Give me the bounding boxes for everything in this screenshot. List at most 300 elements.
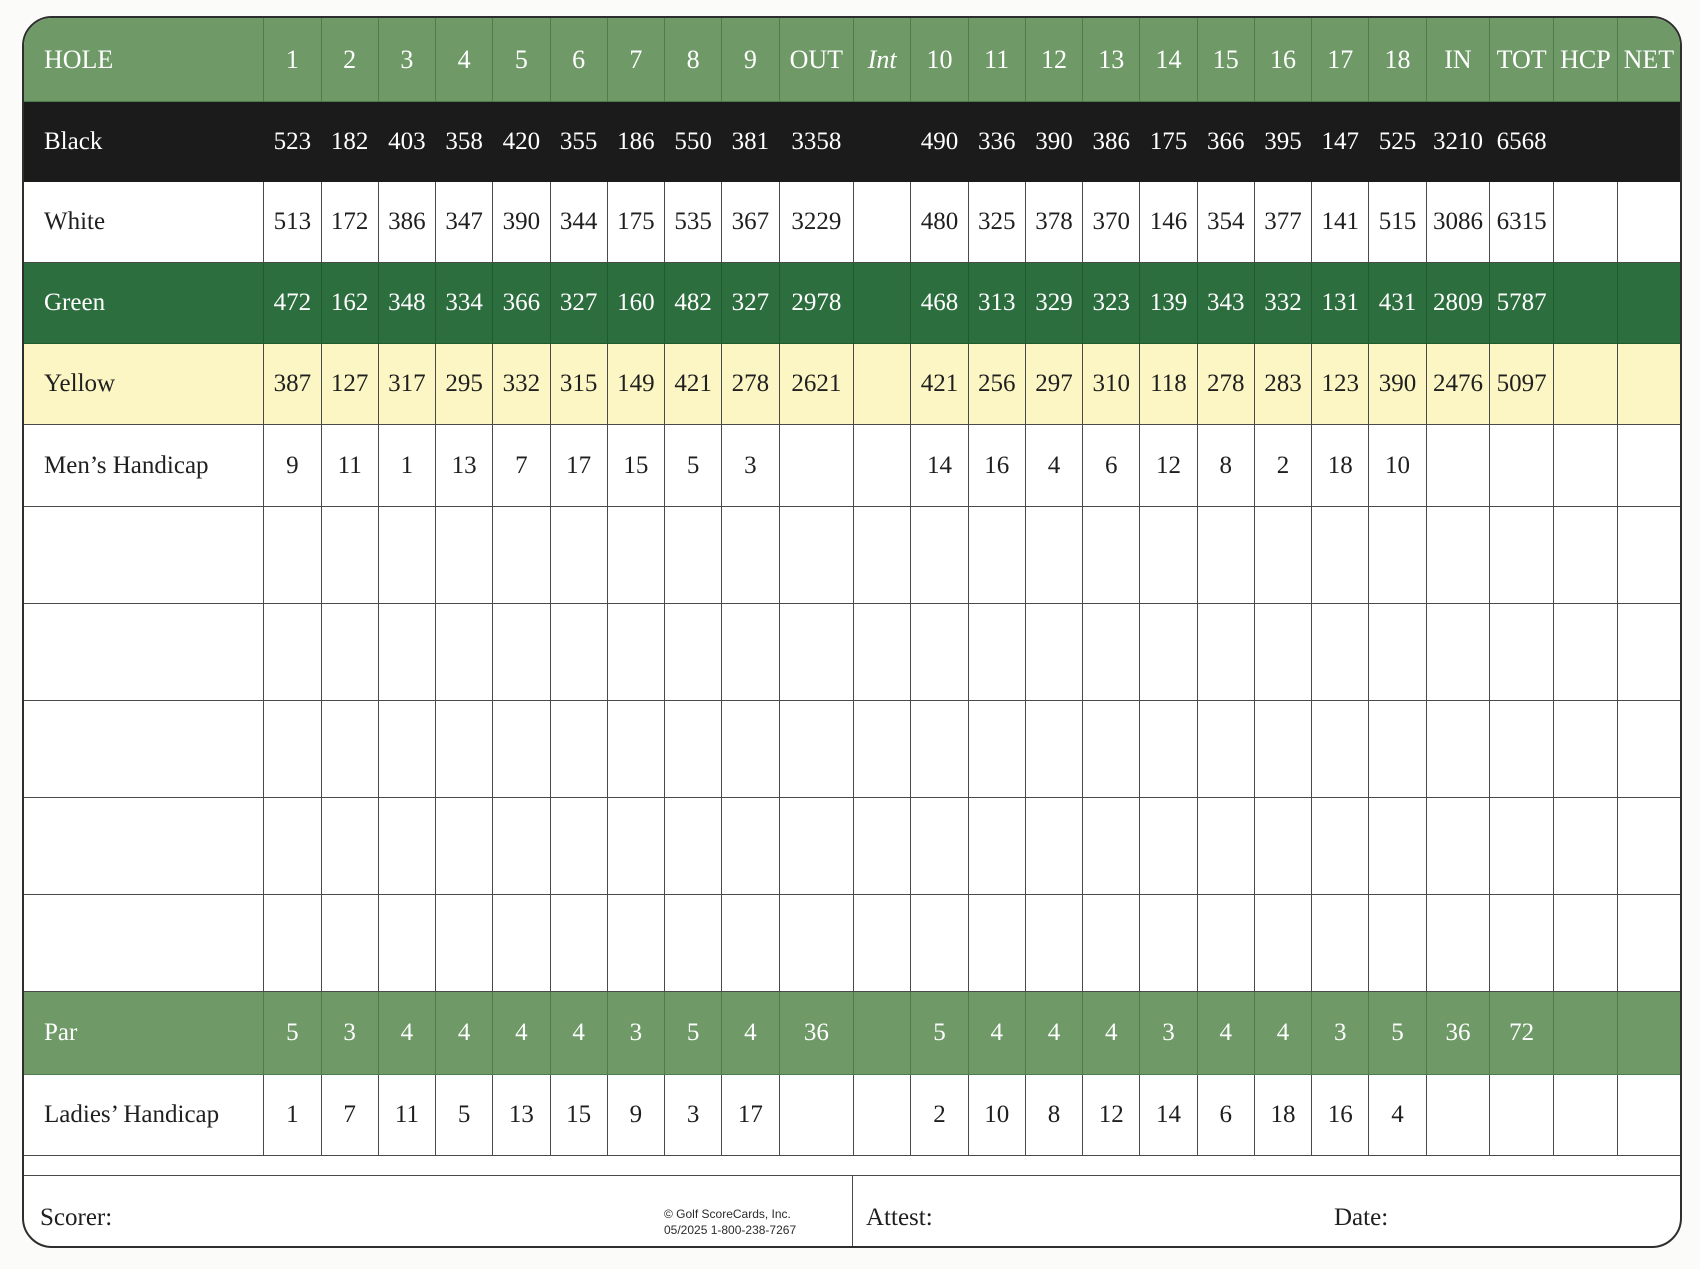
date-label: Date: <box>1334 1204 1389 1231</box>
score-entry-cell[interactable] <box>1083 798 1140 895</box>
score-entry-cell[interactable] <box>550 507 607 604</box>
ladies-handicap-row <box>24 1075 1680 1156</box>
row-label: Green <box>24 263 264 344</box>
row-label: Yellow <box>24 344 264 425</box>
score-entry-cell[interactable] <box>1025 507 1082 604</box>
score-cell <box>1490 1075 1554 1156</box>
score-entry-cell[interactable] <box>779 895 854 992</box>
score-entry-cell[interactable] <box>1490 507 1554 604</box>
score-entry-cell[interactable] <box>911 604 968 701</box>
player-name-cell[interactable] <box>24 604 264 701</box>
score-cell: 36 <box>1426 992 1490 1075</box>
score-entry-cell[interactable] <box>1140 798 1197 895</box>
score-cell <box>854 263 911 344</box>
score-cell: 315 <box>550 344 607 425</box>
score-cell: 3 <box>665 1075 722 1156</box>
score-entry-cell[interactable] <box>378 798 435 895</box>
score-entry-cell[interactable] <box>911 701 968 798</box>
score-cell: 278 <box>1197 344 1254 425</box>
score-entry-cell[interactable] <box>1140 701 1197 798</box>
score-entry-cell[interactable] <box>911 507 968 604</box>
row-label: Men’s Handicap <box>24 425 264 507</box>
score-entry-cell[interactable] <box>722 895 779 992</box>
score-entry-cell[interactable] <box>1490 701 1554 798</box>
player-name-cell[interactable] <box>24 798 264 895</box>
score-entry-cell[interactable] <box>1197 798 1254 895</box>
score-cell: 343 <box>1197 263 1254 344</box>
score-entry-cell[interactable] <box>550 701 607 798</box>
score-cell: 4 <box>722 992 779 1075</box>
score-entry-cell[interactable] <box>1490 895 1554 992</box>
score-entry-cell[interactable] <box>1083 604 1140 701</box>
score-cell <box>1554 344 1618 425</box>
score-entry-cell[interactable] <box>493 604 550 701</box>
score-entry-cell[interactable] <box>1197 507 1254 604</box>
footer-divider <box>852 1176 853 1248</box>
copyright-line: © Golf ScoreCards, Inc. <box>664 1207 791 1221</box>
score-cell: 336 <box>968 102 1025 182</box>
score-cell: 390 <box>493 182 550 263</box>
score-cell: 297 <box>1025 344 1082 425</box>
score-entry-cell[interactable] <box>1254 701 1311 798</box>
score-entry-cell[interactable] <box>1490 798 1554 895</box>
score-cell: 118 <box>1140 344 1197 425</box>
score-cell: 3210 <box>1426 102 1490 182</box>
score-cell: 325 <box>968 182 1025 263</box>
score-cell: 5097 <box>1490 344 1554 425</box>
score-cell: 421 <box>665 344 722 425</box>
score-cell <box>1617 344 1680 425</box>
score-entry-cell[interactable] <box>436 507 493 604</box>
tee-row-green <box>24 263 1680 344</box>
score-entry-cell[interactable] <box>1312 604 1369 701</box>
score-entry-cell[interactable] <box>607 604 664 701</box>
score-entry-cell[interactable] <box>1254 798 1311 895</box>
score-cell <box>854 344 911 425</box>
score-entry-cell[interactable] <box>854 798 911 895</box>
score-entry-cell[interactable] <box>1369 604 1426 701</box>
score-entry-cell[interactable] <box>665 604 722 701</box>
score-cell: 525 <box>1369 102 1426 182</box>
score-cell: 9 <box>607 1075 664 1156</box>
score-entry-cell[interactable] <box>779 701 854 798</box>
score-cell: 317 <box>378 344 435 425</box>
score-entry-cell[interactable] <box>1254 507 1311 604</box>
score-entry-cell[interactable] <box>550 604 607 701</box>
score-cell: 4 <box>378 992 435 1075</box>
score-cell: 13 <box>493 1075 550 1156</box>
score-cell: 139 <box>1140 263 1197 344</box>
score-cell <box>1426 1075 1490 1156</box>
copyright-notice <box>664 1206 854 1238</box>
column-header: 1 <box>264 18 321 102</box>
score-entry-cell[interactable] <box>665 701 722 798</box>
score-entry-cell[interactable] <box>968 895 1025 992</box>
hole-header-row <box>24 18 1680 102</box>
score-entry-cell[interactable] <box>1426 798 1490 895</box>
score-cell <box>1554 263 1618 344</box>
column-header: NET <box>1617 18 1680 102</box>
score-entry-cell[interactable] <box>1426 701 1490 798</box>
player-score-row <box>24 604 1680 701</box>
score-cell: 6568 <box>1490 102 1554 182</box>
score-entry-cell[interactable] <box>968 701 1025 798</box>
score-cell: 332 <box>493 344 550 425</box>
score-cell <box>854 1075 911 1156</box>
score-cell: 370 <box>1083 182 1140 263</box>
score-entry-cell[interactable] <box>665 895 722 992</box>
score-entry-cell[interactable] <box>321 895 378 992</box>
player-name-cell[interactable] <box>24 895 264 992</box>
score-entry-cell[interactable] <box>1140 507 1197 604</box>
score-cell: 14 <box>911 425 968 507</box>
scorecard <box>22 16 1682 1248</box>
score-entry-cell[interactable] <box>1369 798 1426 895</box>
column-header: 2 <box>321 18 378 102</box>
score-cell <box>1554 992 1618 1075</box>
score-entry-cell[interactable] <box>378 895 435 992</box>
score-cell: 1 <box>378 425 435 507</box>
scorecard-table <box>24 18 1680 1156</box>
score-cell: 131 <box>1312 263 1369 344</box>
score-cell: 355 <box>550 102 607 182</box>
column-header: 18 <box>1369 18 1426 102</box>
score-cell <box>1554 102 1618 182</box>
score-entry-cell[interactable] <box>968 507 1025 604</box>
score-cell: 36 <box>779 992 854 1075</box>
score-entry-cell[interactable] <box>493 798 550 895</box>
score-entry-cell[interactable] <box>1617 895 1680 992</box>
score-cell: 149 <box>607 344 664 425</box>
score-entry-cell[interactable] <box>321 604 378 701</box>
score-entry-cell[interactable] <box>378 701 435 798</box>
score-cell <box>854 992 911 1075</box>
score-entry-cell[interactable] <box>1025 895 1082 992</box>
copyright-line: 05/2025 1-800-238-7267 <box>664 1223 797 1237</box>
score-entry-cell[interactable] <box>1554 798 1618 895</box>
score-cell: 3 <box>1312 992 1369 1075</box>
score-entry-cell[interactable] <box>1197 895 1254 992</box>
score-entry-cell[interactable] <box>722 604 779 701</box>
score-cell: 334 <box>436 263 493 344</box>
score-cell: 358 <box>436 102 493 182</box>
score-cell: 283 <box>1254 344 1311 425</box>
score-entry-cell[interactable] <box>378 604 435 701</box>
score-entry-cell[interactable] <box>1025 701 1082 798</box>
score-entry-cell[interactable] <box>1140 895 1197 992</box>
score-entry-cell[interactable] <box>321 798 378 895</box>
score-cell: 4 <box>436 992 493 1075</box>
score-cell: 4 <box>1083 992 1140 1075</box>
score-cell: 377 <box>1254 182 1311 263</box>
score-entry-cell[interactable] <box>550 798 607 895</box>
score-cell: 3086 <box>1426 182 1490 263</box>
score-entry-cell[interactable] <box>550 895 607 992</box>
column-header: IN <box>1426 18 1490 102</box>
score-entry-cell[interactable] <box>1554 895 1618 992</box>
tee-row-black <box>24 102 1680 182</box>
score-entry-cell[interactable] <box>321 701 378 798</box>
score-entry-cell[interactable] <box>1617 507 1680 604</box>
score-cell: 2621 <box>779 344 854 425</box>
score-cell: 323 <box>1083 263 1140 344</box>
score-cell: 2809 <box>1426 263 1490 344</box>
score-cell: 7 <box>493 425 550 507</box>
score-entry-cell[interactable] <box>1197 604 1254 701</box>
hole-header-label: HOLE <box>24 18 264 102</box>
score-cell: 403 <box>378 102 435 182</box>
score-cell: 162 <box>321 263 378 344</box>
tee-row-white <box>24 182 1680 263</box>
score-entry-cell[interactable] <box>854 895 911 992</box>
score-cell: 11 <box>321 425 378 507</box>
score-entry-cell[interactable] <box>264 604 321 701</box>
score-cell <box>854 182 911 263</box>
score-cell: 535 <box>665 182 722 263</box>
score-cell: 6315 <box>1490 182 1554 263</box>
column-header: 8 <box>665 18 722 102</box>
score-entry-cell[interactable] <box>493 895 550 992</box>
signature-footer <box>24 1175 1680 1248</box>
score-cell: 3 <box>321 992 378 1075</box>
score-entry-cell[interactable] <box>1490 604 1554 701</box>
score-cell: 14 <box>1140 1075 1197 1156</box>
score-cell: 17 <box>550 425 607 507</box>
score-cell: 4 <box>1197 992 1254 1075</box>
scorer-label: Scorer: <box>40 1204 113 1231</box>
score-entry-cell[interactable] <box>854 604 911 701</box>
column-header: 10 <box>911 18 968 102</box>
score-cell: 387 <box>264 344 321 425</box>
score-cell: 523 <box>264 102 321 182</box>
score-cell: 12 <box>1140 425 1197 507</box>
score-cell: 15 <box>550 1075 607 1156</box>
score-entry-cell[interactable] <box>1554 604 1618 701</box>
score-cell: 5 <box>911 992 968 1075</box>
column-header: 13 <box>1083 18 1140 102</box>
player-name-cell[interactable] <box>24 701 264 798</box>
score-entry-cell[interactable] <box>436 798 493 895</box>
score-entry-cell[interactable] <box>264 798 321 895</box>
score-entry-cell[interactable] <box>779 798 854 895</box>
player-score-row <box>24 798 1680 895</box>
score-cell: 3 <box>1140 992 1197 1075</box>
score-cell: 431 <box>1369 263 1426 344</box>
score-cell: 327 <box>722 263 779 344</box>
score-entry-cell[interactable] <box>1254 604 1311 701</box>
score-entry-cell[interactable] <box>436 701 493 798</box>
score-cell: 366 <box>1197 102 1254 182</box>
score-entry-cell[interactable] <box>436 895 493 992</box>
score-entry-cell[interactable] <box>493 701 550 798</box>
score-cell: 8 <box>1025 1075 1082 1156</box>
score-cell: 17 <box>722 1075 779 1156</box>
player-score-row <box>24 507 1680 604</box>
score-entry-cell[interactable] <box>722 507 779 604</box>
score-entry-cell[interactable] <box>321 507 378 604</box>
score-cell: 15 <box>607 425 664 507</box>
score-cell: 10 <box>1369 425 1426 507</box>
score-entry-cell[interactable] <box>854 701 911 798</box>
score-entry-cell[interactable] <box>1369 895 1426 992</box>
score-entry-cell[interactable] <box>1312 507 1369 604</box>
score-cell: 5787 <box>1490 263 1554 344</box>
score-cell: 386 <box>1083 102 1140 182</box>
column-header: 4 <box>436 18 493 102</box>
score-cell: 4 <box>1025 425 1082 507</box>
score-cell: 390 <box>1025 102 1082 182</box>
score-cell: 310 <box>1083 344 1140 425</box>
score-entry-cell[interactable] <box>493 507 550 604</box>
score-cell: 367 <box>722 182 779 263</box>
score-entry-cell[interactable] <box>607 507 664 604</box>
score-entry-cell[interactable] <box>779 604 854 701</box>
score-entry-cell[interactable] <box>1083 507 1140 604</box>
score-entry-cell[interactable] <box>1617 798 1680 895</box>
score-entry-cell[interactable] <box>1617 701 1680 798</box>
score-cell: 182 <box>321 102 378 182</box>
column-header: 14 <box>1140 18 1197 102</box>
score-cell: 472 <box>264 263 321 344</box>
score-cell: 295 <box>436 344 493 425</box>
score-entry-cell[interactable] <box>911 895 968 992</box>
score-entry-cell[interactable] <box>1312 895 1369 992</box>
score-entry-cell[interactable] <box>1426 507 1490 604</box>
score-entry-cell[interactable] <box>665 798 722 895</box>
score-entry-cell[interactable] <box>1369 507 1426 604</box>
score-entry-cell[interactable] <box>607 895 664 992</box>
player-score-row <box>24 701 1680 798</box>
score-cell: 123 <box>1312 344 1369 425</box>
score-entry-cell[interactable] <box>722 701 779 798</box>
player-name-cell[interactable] <box>24 507 264 604</box>
score-entry-cell[interactable] <box>1426 895 1490 992</box>
score-cell: 4 <box>1254 992 1311 1075</box>
score-cell: 3 <box>607 992 664 1075</box>
score-cell: 3358 <box>779 102 854 182</box>
score-cell: 11 <box>378 1075 435 1156</box>
score-entry-cell[interactable] <box>436 604 493 701</box>
score-entry-cell[interactable] <box>1369 701 1426 798</box>
score-entry-cell[interactable] <box>665 507 722 604</box>
score-entry-cell[interactable] <box>264 507 321 604</box>
score-cell <box>1554 1075 1618 1156</box>
score-entry-cell[interactable] <box>1083 701 1140 798</box>
score-entry-cell[interactable] <box>264 895 321 992</box>
score-entry-cell[interactable] <box>968 604 1025 701</box>
player-score-row <box>24 895 1680 992</box>
score-entry-cell[interactable] <box>607 798 664 895</box>
score-cell: 146 <box>1140 182 1197 263</box>
score-cell: 420 <box>493 102 550 182</box>
score-entry-cell[interactable] <box>1025 604 1082 701</box>
score-cell: 480 <box>911 182 968 263</box>
score-cell <box>1617 1075 1680 1156</box>
score-entry-cell[interactable] <box>378 507 435 604</box>
column-header: TOT <box>1490 18 1554 102</box>
score-cell <box>779 425 854 507</box>
score-cell: 4 <box>550 992 607 1075</box>
score-entry-cell[interactable] <box>722 798 779 895</box>
score-entry-cell[interactable] <box>1554 507 1618 604</box>
score-entry-cell[interactable] <box>1312 798 1369 895</box>
score-entry-cell[interactable] <box>779 507 854 604</box>
score-cell: 2 <box>1254 425 1311 507</box>
score-cell: 172 <box>321 182 378 263</box>
score-cell: 12 <box>1083 1075 1140 1156</box>
score-entry-cell[interactable] <box>968 798 1025 895</box>
score-cell: 175 <box>1140 102 1197 182</box>
score-cell: 482 <box>665 263 722 344</box>
score-cell: 3 <box>722 425 779 507</box>
score-cell: 2476 <box>1426 344 1490 425</box>
score-entry-cell[interactable] <box>264 701 321 798</box>
column-header: 7 <box>607 18 664 102</box>
score-cell: 8 <box>1197 425 1254 507</box>
score-cell <box>1617 263 1680 344</box>
column-header: 3 <box>378 18 435 102</box>
score-cell <box>854 102 911 182</box>
score-entry-cell[interactable] <box>1312 701 1369 798</box>
score-cell: 5 <box>264 992 321 1075</box>
score-cell: 4 <box>968 992 1025 1075</box>
score-cell: 390 <box>1369 344 1426 425</box>
score-cell: 256 <box>968 344 1025 425</box>
score-cell <box>1617 102 1680 182</box>
score-cell <box>1617 992 1680 1075</box>
score-cell: 1 <box>264 1075 321 1156</box>
score-entry-cell[interactable] <box>1426 604 1490 701</box>
score-cell: 5 <box>436 1075 493 1156</box>
attest-label: Attest: <box>866 1204 933 1231</box>
score-entry-cell[interactable] <box>1197 701 1254 798</box>
score-cell <box>1554 425 1618 507</box>
score-cell: 386 <box>378 182 435 263</box>
score-cell: 18 <box>1254 1075 1311 1156</box>
score-entry-cell[interactable] <box>1025 798 1082 895</box>
score-cell <box>854 425 911 507</box>
score-cell: 550 <box>665 102 722 182</box>
score-cell: 127 <box>321 344 378 425</box>
score-cell <box>1617 182 1680 263</box>
score-entry-cell[interactable] <box>854 507 911 604</box>
score-cell: 10 <box>968 1075 1025 1156</box>
score-cell: 344 <box>550 182 607 263</box>
score-cell: 354 <box>1197 182 1254 263</box>
score-entry-cell[interactable] <box>1140 604 1197 701</box>
score-cell: 332 <box>1254 263 1311 344</box>
score-cell: 5 <box>1369 992 1426 1075</box>
score-cell: 5 <box>665 992 722 1075</box>
column-header: 15 <box>1197 18 1254 102</box>
score-cell: 72 <box>1490 992 1554 1075</box>
column-header: 17 <box>1312 18 1369 102</box>
column-header: HCP <box>1554 18 1618 102</box>
score-cell: 468 <box>911 263 968 344</box>
score-entry-cell[interactable] <box>1083 895 1140 992</box>
score-entry-cell[interactable] <box>607 701 664 798</box>
score-cell: 395 <box>1254 102 1311 182</box>
score-cell: 18 <box>1312 425 1369 507</box>
score-entry-cell[interactable] <box>911 798 968 895</box>
score-cell: 186 <box>607 102 664 182</box>
score-entry-cell[interactable] <box>1254 895 1311 992</box>
score-cell: 313 <box>968 263 1025 344</box>
score-entry-cell[interactable] <box>1617 604 1680 701</box>
score-cell: 4 <box>1369 1075 1426 1156</box>
score-cell: 6 <box>1197 1075 1254 1156</box>
score-entry-cell[interactable] <box>1554 701 1618 798</box>
